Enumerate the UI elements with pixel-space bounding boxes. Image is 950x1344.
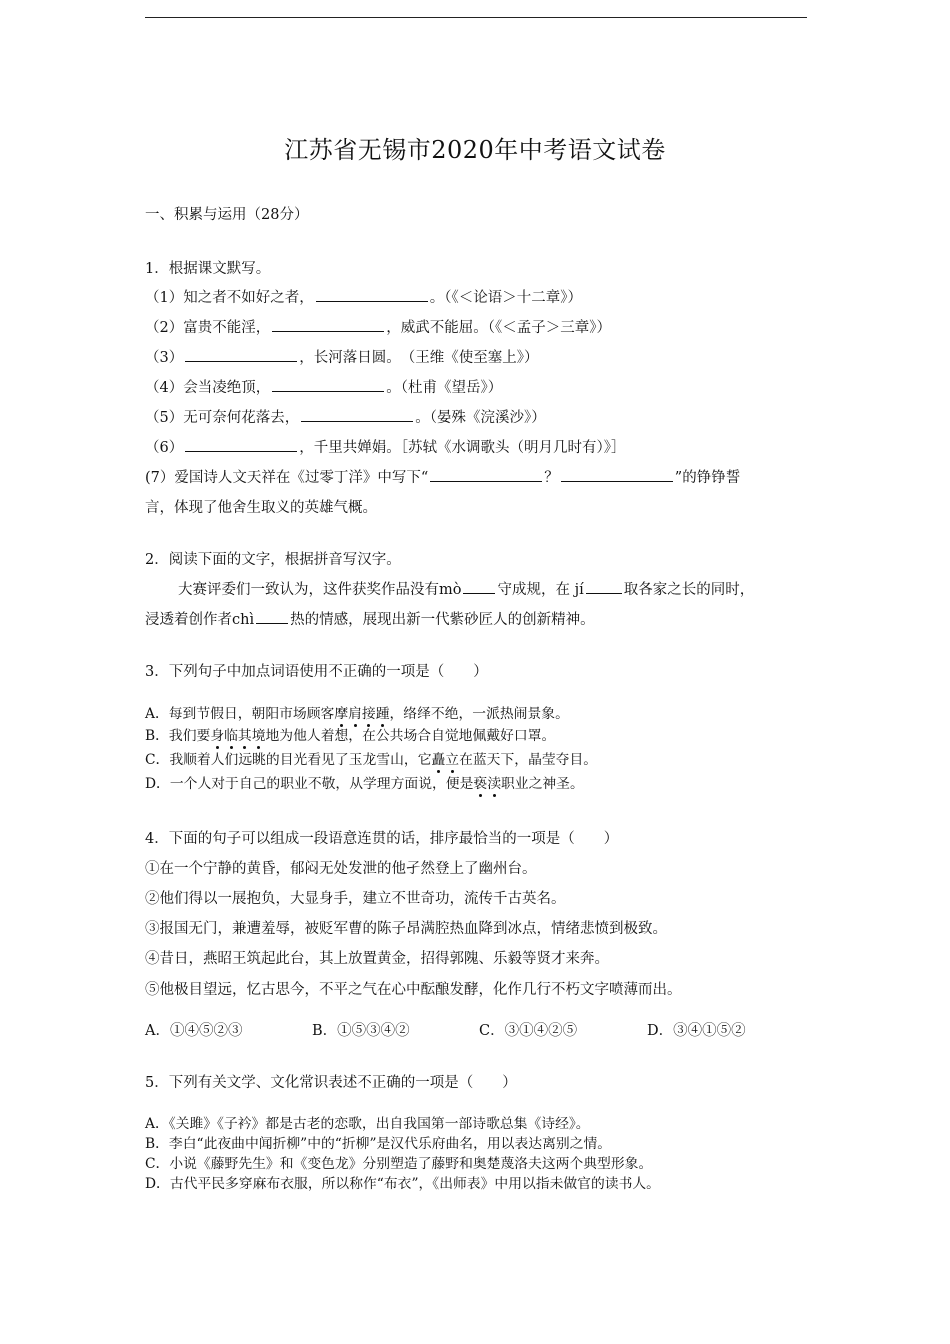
emphasis-dot-char: 境 <box>251 728 266 744</box>
answer-blank[interactable] <box>301 409 413 422</box>
q5-option-a: A．《关雎》《子衿》都是古老的恋歌，出自我国第一部诗歌总集《诗经》。 <box>145 1116 590 1132</box>
header-rule <box>145 17 807 18</box>
q2-passage-line-1: 大赛评委们一致认为，这件获奖作品没有mò 守成规，在 jí 取各家之长的同时， <box>178 582 755 598</box>
q1-item-7: (7）爱国诗人文天祥在《过零丁洋》中写下“ ？ ”的铮铮誓 <box>145 470 741 486</box>
page-title: 江苏省无锡市2020年中考语文试卷 <box>284 136 666 164</box>
answer-blank[interactable] <box>185 349 297 362</box>
q4-sentence-2: ②他们得以一展抱负，大显身手，建立不世奇功，流传千古英名。 <box>145 891 566 907</box>
answer-blank[interactable] <box>316 289 428 302</box>
emphasis-dot-char: 矗 <box>431 752 446 768</box>
q1-item-3: （3） ，长河落日圆。 （王维《使至塞上》） <box>145 350 539 366</box>
q1-item-5: （5）无可奈何花落去， 。（晏殊《浣溪沙》） <box>145 410 546 426</box>
q4-stem: 4．下面的句子可以组成一段语意连贯的话，排序最恰当的一项是（ ） <box>145 831 619 847</box>
dotted-word <box>473 776 501 792</box>
answer-blank[interactable] <box>561 469 673 482</box>
answer-blank[interactable] <box>272 319 384 332</box>
q5-stem: 5．下列有关文学、文化常识表述不正确的一项是（ ） <box>145 1075 517 1091</box>
q1-item-7-cont: 言，体现了他舍生取义的英雄气概。 <box>145 500 377 516</box>
q3-option-b: B．我们要身临其境地为他人着想，在公共场合自觉地佩戴好口罩。 <box>145 728 556 744</box>
q3-stem: 3．下列句子中加点词语使用不正确的一项是（ ） <box>145 664 488 680</box>
q4-sentence-1: ①在一个宁静的黄昏，郁闷无处发泄的他孑然登上了幽州台。 <box>145 861 537 877</box>
answer-blank[interactable] <box>430 469 542 482</box>
q2-stem: 2．阅读下面的文字，根据拼音写汉字。 <box>145 552 401 568</box>
emphasis-dot-char: 其 <box>237 728 252 744</box>
answer-blank[interactable] <box>586 581 622 594</box>
emphasis-dot-char: 渎 <box>487 776 501 792</box>
answer-blank[interactable] <box>256 611 288 624</box>
q3-option-a: A．每到节假日，朝阳市场顾客摩肩接踵，络绎不绝，一派热闹景象。 <box>145 706 569 722</box>
emphasis-dot-char: 立 <box>445 752 460 768</box>
q5-option-c: C．小说《藤野先生》和《变色龙》分别塑造了藤野和奥楚蔑洛夫这两个典型形象。 <box>145 1156 653 1172</box>
dotted-word <box>334 706 389 722</box>
answer-blank[interactable] <box>272 379 384 392</box>
q4-options <box>145 1022 746 1040</box>
answer-blank[interactable] <box>463 581 495 594</box>
q1-stem: 1．根据课文默写。 <box>145 261 271 277</box>
q5-option-d: D．古代平民多穿麻布衣服，所以称作“布衣”，《出师表》中用以指未做官的读书人。 <box>145 1176 660 1192</box>
emphasis-dot-char: 接 <box>361 706 376 722</box>
q2-passage-line-2: 浸透着创作者chì 热的情感，展现出新一代紫砂匠人的创新精神。 <box>145 612 595 628</box>
emphasis-dot-char: 身 <box>210 728 225 744</box>
emphasis-dot-char: 临 <box>224 728 238 744</box>
q4-option-d[interactable]: D．③④①⑤② <box>647 1023 746 1039</box>
q4-sentence-4: ④昔日，燕昭王筑起此台，其上放置黄金，招得郭隗、乐毅等贤才来奔。 <box>145 951 609 967</box>
q4-sentence-5: ⑤他极目望远，忆古思今，不平之气在心中酝酿发酵，化作几行不朽文字喷薄而出。 <box>145 982 682 998</box>
q3-option-d: D．一个人对于自己的职业不敬，从学理方面说，便是亵渎职业之神圣。 <box>145 776 584 792</box>
q1-item-6: （6） ，千里共婵娟。［苏轼《水调歌头（明月几时有）》］ <box>145 440 626 456</box>
emphasis-dot-char: 亵 <box>473 776 488 792</box>
emphasis-dot-char: 摩 <box>334 706 349 722</box>
q3-option-c: C．我顺着人们远眺的目光看见了玉龙雪山，它矗立在蓝天下，晶莹夺目。 <box>145 752 598 768</box>
q1-item-4: （4）会当凌绝顶， 。（杜甫《望岳》） <box>145 380 503 396</box>
section-heading: 一、积累与运用（28分） <box>145 207 309 223</box>
emphasis-dot-char: 肩 <box>348 706 362 722</box>
q4-option-a[interactable]: A．①④⑤②③ <box>145 1023 243 1039</box>
q4-option-c[interactable]: C．③①④②⑤ <box>479 1023 578 1039</box>
q1-item-2: （2）富贵不能淫， ，威武不能屈。（《＜孟子＞三章》） <box>145 320 611 336</box>
q4-option-b[interactable]: B．①⑤③④② <box>312 1023 410 1039</box>
dotted-word <box>432 752 460 768</box>
q5-option-b: B．李白“此夜曲中闻折柳”中的“折柳”是汉代乐府曲名，用以表达离别之情。 <box>145 1136 612 1152</box>
q1-item-1: （1）知之者不如好之者， 。（《＜论语＞十二章》） <box>145 290 582 306</box>
answer-blank[interactable] <box>185 439 297 452</box>
dotted-word <box>210 728 265 744</box>
emphasis-dot-char: 踵 <box>375 706 390 722</box>
q4-sentence-3: ③报国无门，兼遭羞辱，被贬军曹的陈子昂满腔热血降到冰点，情绪悲愤到极致。 <box>145 921 667 937</box>
